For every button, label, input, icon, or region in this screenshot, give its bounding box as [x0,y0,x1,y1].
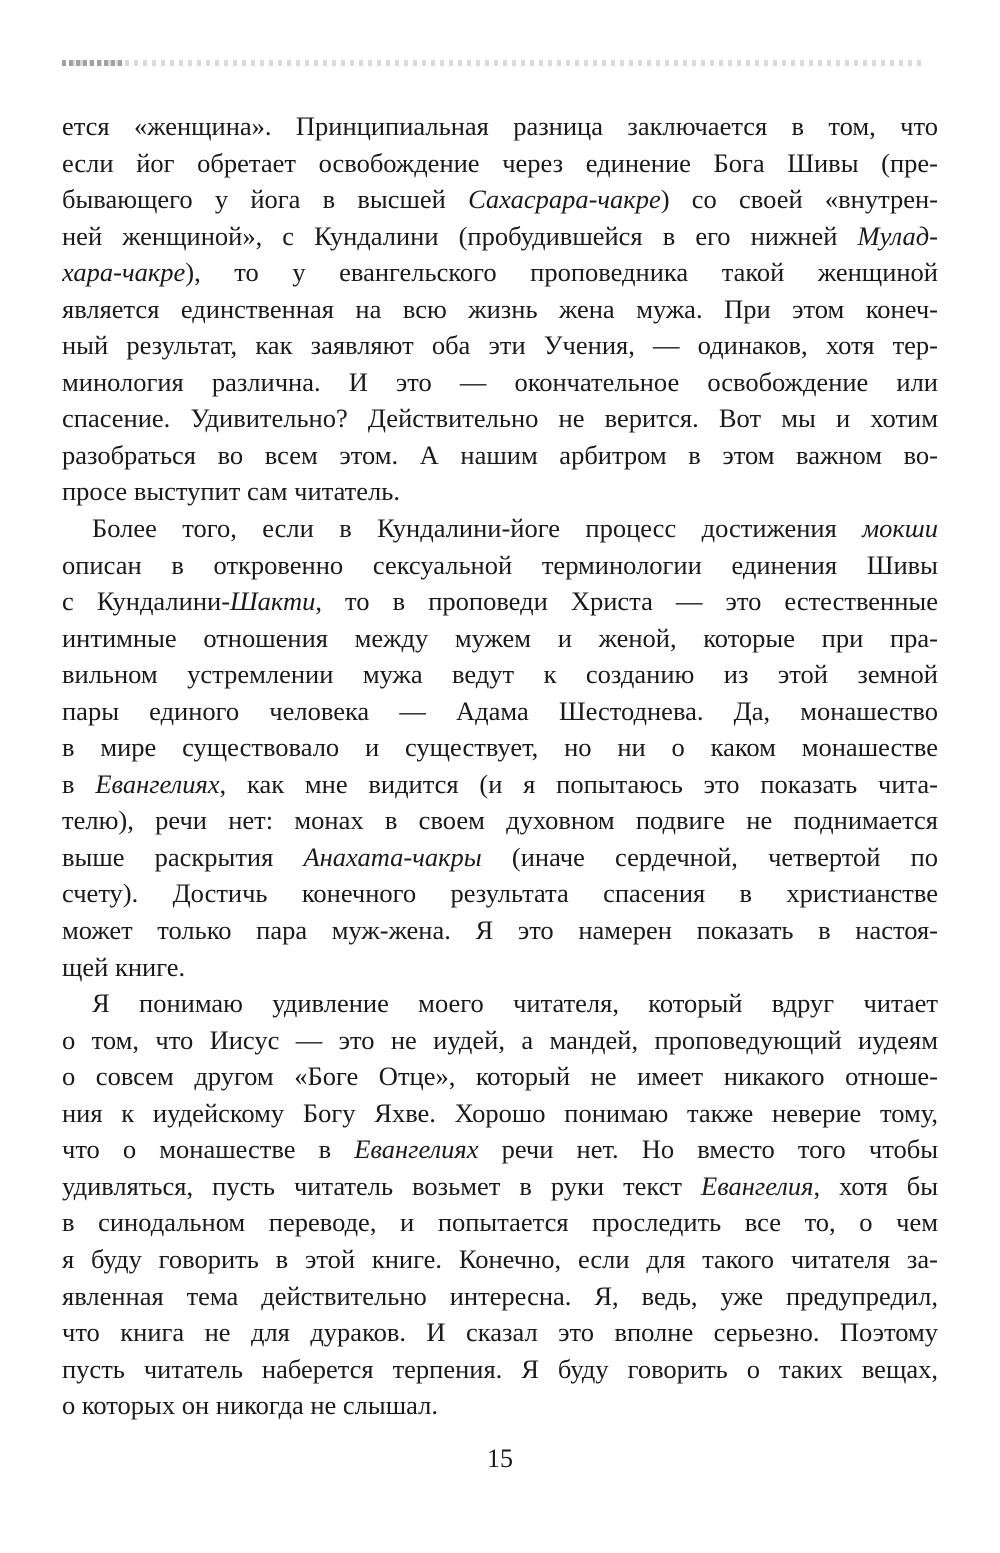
italic-term: Сахасрара-чакре [468,184,661,215]
text-run: с Кундалини- [62,586,231,617]
text-run: минология различна. И это — окончательное освобождение или [62,366,938,397]
text-run: ней женщиной», с Кундалини (пробудившейся в его нижней [62,220,858,251]
text-run: , хотя бы [813,1170,938,1201]
text-run: о совсем другом «Боге Отце», который не имеет никакого отноше- [62,1061,938,1092]
text-line [62,145,938,182]
text-line [62,620,938,657]
text-run: счету). Достичь конечного результата спасения в христианстве [62,878,938,909]
text-run: разобраться во всем этом. А нашим арбитром в этом важном во- [62,439,938,470]
text-line [62,1314,938,1351]
text-line [62,400,938,437]
text-run: спасение. Удивительно? Действительно не верится. Вот мы и хотим [62,403,938,434]
text-line [62,291,938,328]
text-run: бывающего у йога в высшей [62,184,469,215]
italic-term: Евангелиях [354,1134,479,1165]
text-run: является единственная на всю жизнь жена мужа. При этом конеч- [62,293,938,324]
text-line [62,181,938,218]
text-line [62,912,938,949]
text-run: речи нет. Но вместо того чтобы [478,1134,938,1165]
text-run: вильном устремлении мужа ведут к созданию из этой земной [62,659,938,690]
text-run: я буду говорить в этой книге. Конечно, если для такого читателя за- [62,1243,938,1274]
text-line [62,766,938,803]
text-run: явленная тема действительно интересна. Я, ведь, уже предупредил, [62,1280,938,1311]
italic-term: хара-чакре [62,257,186,288]
text-line [62,1022,938,1059]
text-run: пусть читатель наберется терпения. Я буду говорить о таких вещах, [62,1353,938,1384]
text-run: (иначе сердечной, четвертой по [481,841,938,872]
text-line [62,1241,938,1278]
text-line [62,875,938,912]
text-run: интимные отношения между мужем и женой, которые при пра- [62,622,938,653]
text-line [62,473,938,510]
text-line [62,802,938,839]
text-run: Я понимаю удивление моего читателя, который вдруг читает [92,988,938,1019]
text-line [62,1387,938,1424]
text-line [62,1168,938,1205]
text-line [62,510,938,547]
text-run: в синодальном переводе, и попытается проследить все то, о чем [62,1207,938,1238]
text-line [62,1058,938,1095]
text-line [62,1278,938,1315]
text-line [62,1095,938,1132]
text-run: о которых он никогда не слышал. [62,1390,438,1421]
text-line [62,729,938,766]
text-run: пары единого человека — Адама Шестоднева. Да, монашество [62,695,938,726]
italic-term: Евангелиях [95,768,220,799]
italic-term: Мулад- [857,220,938,251]
text-run: просе выступит сам читатель. [62,476,400,507]
text-line [62,254,938,291]
text-line [62,1204,938,1241]
text-run: может только пара муж-жена. Я это намерен показать в настоя- [62,915,938,946]
text-run: выше раскрытия [62,841,304,872]
body-text [62,108,938,1424]
italic-term: Анахата-чакры [303,841,482,872]
text-run: о том, что Иисус — это не иудей, а мандей, проповедующий иудеям [62,1024,938,1055]
text-line [62,1351,938,1388]
text-line [62,547,938,584]
text-run: телю), речи нет: монах в своем духовном подвиге не поднимается [62,805,938,836]
text-run: щей книге. [62,951,186,982]
text-line [62,1131,938,1168]
text-run: что о монашестве в [62,1134,355,1165]
page-number: 15 [487,1444,513,1473]
text-run: что книга не для дураков. И сказал это вполне серьезно. Поэтому [62,1317,938,1348]
text-line [62,985,938,1022]
text-run: ется «женщина». Принципиальная разница заключается в том, что [62,111,938,141]
text-run: описан в откровенно сексуальной терминологии единения Шивы [62,549,938,580]
running-header-ornament [62,60,922,66]
text-line [62,583,938,620]
text-run: Более того, если в Кундалини-йоге процесс достижения [92,513,863,544]
text-line [62,437,938,474]
text-run: если йог обретает освобождение через единение Бога Шивы (пре- [62,147,938,178]
text-run: , как мне видится (и я попытаюсь это показать чита- [219,768,938,799]
text-run: в [62,768,96,799]
italic-term: мокши [862,513,938,544]
text-line [62,364,938,401]
text-line [62,108,938,145]
text-line [62,839,938,876]
text-line [62,327,938,364]
text-run: удивляться, пусть читатель возьмет в руки текст [62,1170,702,1201]
text-run: ный результат, как заявляют оба эти Учения, — одинаков, хотя тер- [62,330,938,361]
text-run: ) со своей «внутрен- [660,184,938,215]
italic-term: Евангелия [701,1170,814,1201]
text-run: , то в проповеди Христа — это естественные [315,586,938,617]
text-line [62,693,938,730]
text-line [62,218,938,255]
text-run: ), то у евангельского проповедника такой женщиной [185,257,938,288]
text-run: в мире существовало и существует, но ни о каком монашестве [62,732,938,763]
text-line [62,949,938,986]
text-run: ния к иудейскому Богу Яхве. Хорошо понимаю также неверие тому, [62,1097,938,1128]
text-line [62,656,938,693]
italic-term: Шакти [230,586,316,617]
